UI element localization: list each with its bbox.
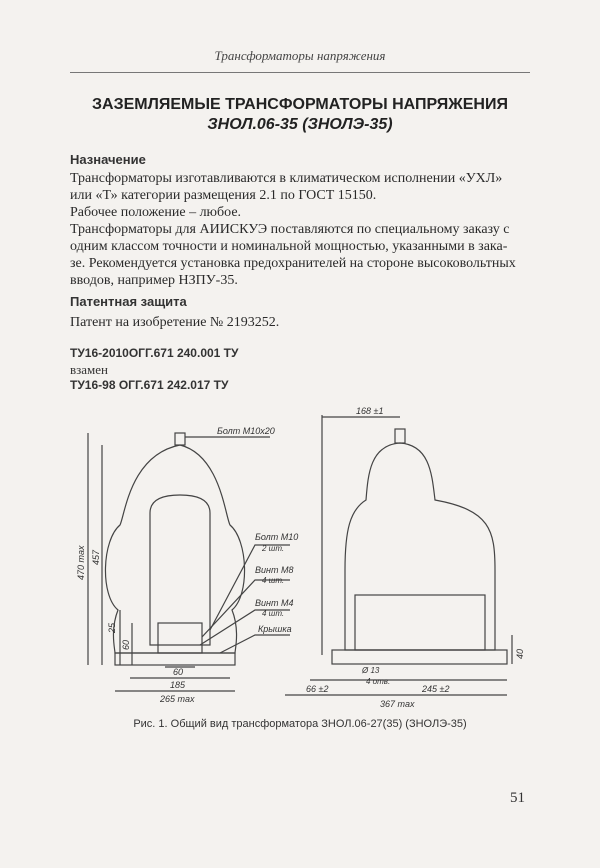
label-bolt-m10x20: Болт М10х20 xyxy=(217,426,275,436)
dim-40: 40 xyxy=(515,648,525,659)
figure-caption: Рис. 1. Общий вид трансформатора ЗНОЛ.06-27(35) (ЗНОЛЭ-35) xyxy=(133,718,467,730)
spec-tu-replaced: ТУ16-98 ОГГ.671 242.017 ТУ xyxy=(70,378,229,392)
label-bolt-m10: Болт М10 xyxy=(255,532,299,542)
dim-470: 470 max xyxy=(76,545,86,580)
dim-265: 265 max xyxy=(160,694,195,704)
purpose-line: зе. Рекомендуется установка предохранителей на стороне высоковольтных xyxy=(70,256,516,271)
label-screw-m4-qty: 4 шт. xyxy=(262,609,285,618)
patent-heading: Патентная защита xyxy=(70,294,187,309)
side-view-base xyxy=(332,650,507,664)
label-bolt-m10-qty: 2 шт. xyxy=(262,544,285,553)
dim-hole: Ø 13 xyxy=(362,666,380,675)
title-line-1: ЗАЗЕМЛЯЕМЫЕ ТРАНСФОРМАТОРЫ НАПРЯЖЕНИЯ xyxy=(92,96,508,113)
dim-25: 25 xyxy=(107,622,117,633)
purpose-line: Рабочее положение – любое. xyxy=(70,205,242,220)
side-view-body xyxy=(345,443,495,650)
dim-60-bottom: 60 xyxy=(173,667,184,677)
dim-hole-qty: 4 отв. xyxy=(366,677,391,686)
spec-instead: взамен xyxy=(70,362,108,377)
dim-457: 457 xyxy=(91,549,101,565)
label-screw-m8: Винт М8 xyxy=(255,565,294,575)
page-number: 51 xyxy=(510,790,525,806)
side-view-top-bolt xyxy=(395,429,405,443)
purpose-text xyxy=(70,170,532,289)
header-rule xyxy=(70,72,530,73)
side-view-plate xyxy=(355,595,485,650)
dim-245: 245 ±2 xyxy=(422,684,450,694)
purpose-line: Трансформаторы изготавливаются в климатическом исполнении «УХЛ» xyxy=(70,171,503,186)
dim-185: 185 xyxy=(170,680,186,690)
transformer-drawing xyxy=(70,405,540,715)
patent-text: Патент на изобретение № 2193252. xyxy=(70,315,280,330)
label-screw-m8-qty: 4 шт. xyxy=(262,576,285,585)
front-view-terminal-box xyxy=(158,623,202,653)
purpose-line: одним классом точности и номинальной мощностью, указанными в зака- xyxy=(70,239,508,254)
dim-66: 66 ±2 xyxy=(306,684,329,694)
purpose-heading: Назначение xyxy=(70,152,146,167)
label-cover: Крышка xyxy=(258,624,292,634)
dim-60-left: 60 xyxy=(121,639,131,650)
running-header: Трансформаторы напряжения xyxy=(214,48,386,63)
title-line-2: ЗНОЛ.06-35 (ЗНОЛЭ-35) xyxy=(207,116,393,133)
spec-tu-current: ТУ16-2010ОГГ.671 240.001 ТУ xyxy=(70,346,239,360)
dim-168: 168 ±1 xyxy=(356,406,384,416)
purpose-line: или «Т» категории размещения 2.1 по ГОСТ 15150. xyxy=(70,188,377,203)
label-screw-m4: Винт М4 xyxy=(255,598,294,608)
front-view-body xyxy=(105,445,244,653)
purpose-line: вводов, например НЗПУ-35. xyxy=(70,273,238,288)
page-title xyxy=(60,95,540,135)
dim-367: 367 max xyxy=(380,699,415,709)
front-view-top-bolt xyxy=(175,433,185,445)
purpose-line: Трансформаторы для АИИСКУЭ поставляются по специальному заказу с xyxy=(70,222,510,237)
front-view-base xyxy=(115,653,235,665)
